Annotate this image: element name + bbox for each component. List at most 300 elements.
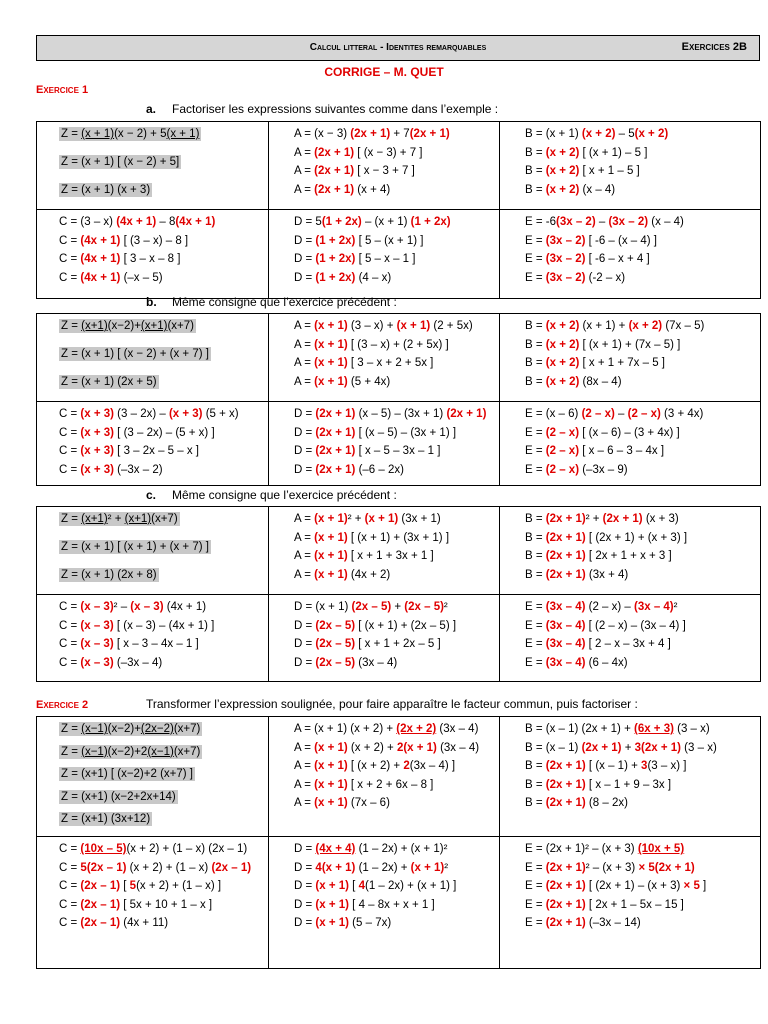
expression-text: (x – 5) – (3x + 1) <box>355 408 447 420</box>
common-factor: (x + 2) <box>545 165 580 177</box>
expression-text: E = <box>525 253 546 265</box>
expression-line <box>525 144 756 163</box>
cell <box>500 507 761 595</box>
expression-line <box>294 654 495 673</box>
common-factor: (2x + 1) <box>602 513 643 525</box>
common-factor: (2x + 1) <box>446 408 487 420</box>
expression-text: (3 – x) ] <box>647 760 687 772</box>
expression-text: (x+1) <box>81 320 108 332</box>
expression-text: B = (x – 1) <box>525 741 582 754</box>
expression-line <box>294 373 495 392</box>
expression-line <box>59 635 264 654</box>
expression-text: E = <box>525 463 546 476</box>
expression-text: (4x + 2) <box>347 568 391 581</box>
expression-text: (–3x – 2) <box>113 463 163 476</box>
expression-text: (4x + 1) <box>163 601 207 613</box>
expression-line <box>59 461 264 480</box>
expression-text: B = <box>525 146 546 159</box>
expression-text: [ (3 – 2x) – (5 + x) ] <box>113 426 215 439</box>
example-line <box>59 317 264 335</box>
example-highlight <box>59 790 178 804</box>
common-factor: (x + 3) <box>168 408 203 420</box>
exercise-1-label: Exercice 1 <box>36 84 89 96</box>
expression-line <box>294 232 495 251</box>
common-factor: (2x + 1) <box>545 861 586 874</box>
common-factor: (3x – 4) <box>545 619 586 632</box>
expression-line <box>59 654 264 673</box>
common-factor: (2x – 5) <box>351 601 392 613</box>
expression-text: E = (x – 6) <box>525 408 582 420</box>
expression-text: Z = (x + 1) [ (x + 1) + (x + 7) ] <box>61 541 209 553</box>
expression-line <box>59 250 264 269</box>
common-factor: (x + 2) <box>628 320 663 332</box>
expression-text: (x – 4) <box>648 216 684 228</box>
expression-line <box>525 336 756 355</box>
expression-text: A = <box>294 375 315 388</box>
expression-line <box>294 859 495 878</box>
expression-text: (x−2)+ <box>107 320 141 332</box>
expression-text: B = <box>525 568 546 581</box>
common-factor: (2x + 1) <box>545 778 586 791</box>
expression-text: E = <box>525 917 546 929</box>
expression-text: [ 5 – (x + 1) ] <box>355 234 424 247</box>
expression-text: E = (2x + 1)² – (x + 3) <box>525 843 638 855</box>
expression-text: C = <box>59 445 81 457</box>
expression-text: B = <box>525 338 546 351</box>
expression-line <box>294 720 495 739</box>
example-highlight <box>59 568 159 582</box>
expression-text: E = <box>525 898 546 911</box>
expression-text: Z = (x + 1) [ (x − 2) + (x + 7) ] <box>61 348 209 360</box>
expression-text: [ <box>120 880 130 892</box>
common-factor: (x + 1) <box>314 568 348 581</box>
part-letter: b. <box>146 295 157 309</box>
expression-text: (x + 2) + (1 – x) ] <box>136 880 222 892</box>
cell <box>500 717 761 837</box>
expression-text: [ (x – 6) – (3 + 4x) ] <box>579 426 680 439</box>
cell <box>269 507 500 595</box>
expression-text: B = <box>525 513 546 525</box>
expression-line <box>59 232 264 251</box>
example-highlight <box>59 183 152 197</box>
expression-text: A = <box>294 797 315 809</box>
expression-line <box>525 566 756 585</box>
common-factor: (x + 2) <box>581 128 616 140</box>
common-factor: (2x – 1) <box>80 898 121 911</box>
example-highlight <box>59 375 159 389</box>
expression-text: Z = <box>61 513 82 525</box>
common-factor: 4(x + 1) <box>315 861 356 874</box>
expression-text: (x + 2) + <box>347 741 397 754</box>
expression-text: (x + 4) <box>354 183 391 196</box>
expression-text: D = <box>294 898 316 911</box>
expression-line <box>525 232 756 251</box>
expression-text: [ x – 5 – 3x – 1 ] <box>355 445 441 457</box>
expression-line <box>294 635 495 654</box>
expression-text: C = <box>59 601 81 613</box>
expression-text: (x+1) <box>124 513 152 525</box>
expression-line <box>59 896 264 915</box>
common-factor: (2x – 5) <box>315 619 356 632</box>
expression-line <box>525 269 756 288</box>
instruction-text: Factoriser les expressions suivantes comme dans l’exemple : <box>172 102 499 116</box>
expression-text: B = <box>525 797 546 809</box>
expression-line <box>294 336 495 355</box>
expression-text: (x + 2) + (1 – x) <box>126 861 212 874</box>
example-line <box>59 566 264 584</box>
expression-text: C = <box>59 898 81 911</box>
expression-line <box>525 635 756 654</box>
expression-text: Z = <box>61 723 82 735</box>
expression-text: C = <box>59 408 81 420</box>
expression-text: B = (x – 1) (2x + 1) + <box>525 723 634 735</box>
expression-text: ² + <box>347 513 365 525</box>
common-factor: (x + 1) <box>314 550 348 562</box>
expression-text: (x−1) <box>81 723 108 735</box>
expression-text: Z = <box>61 320 82 332</box>
cell <box>269 402 500 486</box>
common-factor: (x + 1) <box>314 338 348 351</box>
expression-text: (x − 2) + 5 <box>114 128 167 140</box>
expression-text: ² <box>673 601 678 613</box>
common-factor: (x – 3) <box>80 601 114 613</box>
expression-text: [ 2 – x – 3x + 4 ] <box>585 638 671 650</box>
expression-text: (x−2)+ <box>107 723 141 735</box>
expression-text: (x−1) <box>81 745 108 758</box>
expression-text: [ (3 – x) + (2 + 5x) ] <box>347 338 449 351</box>
common-factor: (x + 1) <box>315 917 349 929</box>
common-factor: (3x – 2) <box>545 234 586 247</box>
expression-text: (x+7) <box>173 745 201 758</box>
expression-text: (x+7) <box>173 723 201 735</box>
expression-text: B = <box>525 165 546 177</box>
common-factor: (2 – x) <box>627 408 661 420</box>
common-factor: (2x + 2) <box>396 723 437 735</box>
expression-line <box>294 877 495 896</box>
expression-text: + <box>621 741 635 754</box>
example-line <box>59 181 264 199</box>
expression-text: ² – <box>113 601 131 613</box>
common-factor: (2 – x) <box>545 426 580 439</box>
expression-text: [ 5 – x – 1 ] <box>355 253 416 265</box>
expression-line <box>294 461 495 480</box>
expression-text: (x + 1) + <box>579 320 629 332</box>
expression-text: C = <box>59 656 81 669</box>
expression-text: A = <box>294 778 315 791</box>
common-factor: (x – 3) <box>80 656 114 669</box>
expression-text: (5 + x) <box>202 408 239 420</box>
expression-text: (3 – x) <box>680 741 717 754</box>
expression-text: [ -6 – (x – 4) ] <box>585 234 657 247</box>
header-title: Calcul litteral - Identites remarquables <box>309 42 487 53</box>
expression-text: Z = <box>61 745 82 758</box>
common-factor: (x + 3) <box>80 426 114 439</box>
expression-text: D = <box>294 843 316 855</box>
example-highlight <box>59 155 181 169</box>
common-factor: (3x – 4) <box>545 638 586 650</box>
example-highlight <box>59 540 211 554</box>
expression-text: (x+1) <box>140 320 168 332</box>
common-factor: (x – 3) <box>80 638 114 650</box>
expression-text: D = <box>294 880 316 892</box>
expression-text: ] <box>699 880 707 892</box>
expression-text: A = (x + 1) (x + 2) + <box>294 723 397 735</box>
expression-text: C = <box>59 917 81 929</box>
expression-text: (–3x – 9) <box>579 463 628 476</box>
expression-text: E = <box>525 601 546 613</box>
exercise-2-label: Exercice 2 <box>36 699 89 711</box>
expression-text: (1 – 2x) + <box>355 861 411 874</box>
common-factor: (2x – 5) <box>404 601 444 613</box>
expression-text: A = <box>294 320 315 332</box>
common-factor: (2x + 1) <box>314 165 355 177</box>
example-line <box>59 125 264 143</box>
common-factor: (2 – x) <box>581 408 615 420</box>
example-highlight <box>59 722 202 736</box>
expression-text: C = <box>59 234 81 247</box>
common-factor: (2x + 1) <box>545 513 586 525</box>
expression-text: A = <box>294 338 315 351</box>
expression-text: (x – 4) <box>579 183 616 196</box>
expression-text: Z = (x + 1) (2x + 5) <box>61 376 157 388</box>
expression-line <box>525 529 756 548</box>
expression-text: [ (x − 3) + 7 ] <box>354 146 423 159</box>
expression-text: Z = (x + 1) [ (x − 2) + 5] <box>61 156 180 168</box>
expression-text: A = <box>294 760 315 772</box>
expression-text: (8x – 4) <box>579 375 622 388</box>
expression-text: [ 3 – 2x – 5 – x ] <box>113 445 200 457</box>
expression-text: [ 3 – x + 2 + 5x ] <box>347 357 434 369</box>
common-factor: 2(x + 1) <box>396 741 437 754</box>
expression-text: D = <box>294 463 316 476</box>
cell <box>269 122 500 210</box>
expression-text: (x + 2) + (1 – x) (2x – 1) <box>126 843 248 855</box>
cell <box>37 210 269 299</box>
common-factor: (x + 1) <box>314 513 348 525</box>
expression-text: B = (x + 1) <box>525 128 582 140</box>
expression-line <box>294 794 495 813</box>
expression-text: ² <box>443 601 448 613</box>
common-factor: (x + 1) <box>314 797 348 809</box>
common-factor: (x + 2) <box>545 375 580 388</box>
expression-line <box>294 776 495 795</box>
expression-line <box>525 859 756 878</box>
expression-text: [ x – 6 – 3 – 4x ] <box>579 445 665 457</box>
expression-text: B = <box>525 531 546 544</box>
common-factor: (x + 3) <box>80 463 114 476</box>
cell <box>37 837 269 969</box>
expression-text: (x+7) <box>151 513 178 525</box>
expression-text: (2x−2) <box>140 723 174 735</box>
common-factor: (2x – 1) <box>211 861 252 874</box>
expression-text: E = <box>525 861 546 874</box>
expression-line <box>525 354 756 373</box>
expression-text: (-2 – x) <box>585 271 626 284</box>
expression-line <box>59 405 264 424</box>
instruction-1c <box>146 488 397 502</box>
expression-text: D = <box>294 656 316 669</box>
example-line <box>59 765 264 784</box>
expression-text: Z = <box>61 128 82 140</box>
cell <box>269 210 500 299</box>
expression-line <box>525 617 756 636</box>
expression-text: (–3x – 4) <box>113 656 163 669</box>
header-bar <box>36 35 760 61</box>
common-factor: (4x + 4) <box>315 843 356 855</box>
common-factor: (x + 2) <box>545 183 580 196</box>
cell <box>37 507 269 595</box>
expression-text: (4x + 11) <box>120 917 169 929</box>
common-factor: (x + 1) <box>410 861 445 874</box>
common-factor: (6x + 3) <box>633 723 674 735</box>
expression-text: A = <box>294 146 315 159</box>
cell <box>37 122 269 210</box>
expression-line <box>294 269 495 288</box>
expression-text: D = <box>294 445 316 457</box>
expression-text: B = <box>525 375 546 388</box>
common-factor: (2x – 1) <box>80 880 121 892</box>
expression-text: [ <box>348 880 359 892</box>
expression-line <box>59 442 264 461</box>
part-letter: c. <box>146 488 157 502</box>
example-line <box>59 153 264 171</box>
common-factor: (x + 1) <box>396 320 431 332</box>
common-factor: 3 <box>641 760 648 772</box>
expression-text: [ (x – 5) – (3x + 1) ] <box>355 426 457 439</box>
expression-line <box>294 162 495 181</box>
common-factor: (1 + 2x) <box>315 234 356 247</box>
expression-line <box>525 840 756 859</box>
expression-line <box>525 914 756 933</box>
expression-line <box>294 442 495 461</box>
common-factor: (3x – 4) <box>545 656 586 669</box>
expression-line <box>525 547 756 566</box>
common-factor: (2 – x) <box>545 445 580 457</box>
expression-line <box>294 125 495 144</box>
expression-text: (–6 – 2x) <box>355 463 404 476</box>
expression-text: [ 2x + 1 – 5x – 15 ] <box>585 898 684 911</box>
cell <box>500 314 761 402</box>
expression-line <box>294 250 495 269</box>
expression-line <box>294 354 495 373</box>
expression-line <box>294 840 495 859</box>
expression-text: Z = (x + 1) (2x + 8) <box>61 569 157 581</box>
expression-line <box>294 566 495 585</box>
common-factor: (3x – 2) <box>545 253 586 265</box>
expression-text: C = <box>59 426 81 439</box>
expression-text: E = <box>525 271 546 284</box>
expression-text: ² + <box>107 513 125 525</box>
example-line <box>59 720 264 739</box>
cell <box>37 402 269 486</box>
expression-text: (x + 1) <box>81 128 115 140</box>
expression-line <box>525 654 756 673</box>
common-factor: (x + 1) <box>314 375 348 388</box>
expression-text: (5 – 7x) <box>348 917 392 929</box>
expression-line <box>525 510 756 529</box>
common-factor: (2x + 1) <box>315 463 356 476</box>
expression-text: (1 – 2x) + (x + 1)² <box>355 843 448 855</box>
expression-line <box>525 776 756 795</box>
common-factor: (x + 2) <box>545 357 580 369</box>
expression-line <box>525 442 756 461</box>
expression-text: [ x − 3 + 7 ] <box>354 165 415 177</box>
expression-text: [ (2 – x) – (3x – 4) ] <box>585 619 686 632</box>
expression-text: – 8 <box>156 216 176 228</box>
common-factor: (2x – 5) <box>315 638 356 650</box>
common-factor: (x + 2) <box>634 128 669 140</box>
expression-line <box>525 405 756 424</box>
expression-text: (3x – 4) <box>355 656 398 669</box>
expression-text: C = (3 – x) <box>59 216 117 228</box>
expression-line <box>525 877 756 896</box>
expression-text: E = <box>525 426 546 439</box>
common-factor: (2x + 1) <box>545 568 586 581</box>
common-factor: (4x + 1) <box>175 216 216 228</box>
cell <box>269 837 500 969</box>
common-factor: (x + 1) <box>315 898 349 911</box>
expression-text: (3 + 4x) <box>660 408 704 420</box>
common-factor: (3x – 2) <box>545 271 586 284</box>
expression-line <box>59 877 264 896</box>
expression-text: (3 – x) <box>673 723 710 735</box>
common-factor: (2x + 1) <box>315 408 356 420</box>
common-factor: (2x + 1) <box>350 128 391 140</box>
common-factor: (2x + 1) <box>545 797 586 809</box>
expression-text: A = <box>294 531 315 544</box>
example-line <box>59 345 264 363</box>
expression-text: B = <box>525 778 546 791</box>
common-factor: (x + 1) <box>314 531 348 544</box>
expression-text: (3x – 4) <box>436 723 479 735</box>
common-factor: (2x – 1) <box>80 917 121 929</box>
expression-text: D = <box>294 271 316 284</box>
expression-text: Z = (x+1) (x−2+2x+14) <box>61 790 176 803</box>
expression-text: (2 – x) – <box>585 601 634 613</box>
example-highlight <box>59 745 202 759</box>
common-factor: (2x + 1) <box>545 880 586 892</box>
subtitle: CORRIGE – M. QUET <box>324 65 444 79</box>
expression-text: [ (x + 1) + (2x – 5) ] <box>355 619 457 632</box>
example-highlight <box>59 767 195 781</box>
cell <box>37 595 269 682</box>
common-factor: (2x + 1) <box>314 183 355 196</box>
common-factor: (2x + 1) <box>545 531 586 544</box>
expression-line <box>294 317 495 336</box>
expression-line <box>525 794 756 813</box>
expression-text: C = <box>59 843 81 855</box>
example-line <box>59 538 264 556</box>
expression-text: (1 – 2x) + (x + 1) ] <box>364 880 457 892</box>
expression-line <box>294 617 495 636</box>
expression-text: A = <box>294 165 315 177</box>
common-factor: (x + 2) <box>545 146 580 159</box>
example-line <box>59 373 264 391</box>
expression-text: [ (x + 1) + (3x + 1) ] <box>347 531 450 544</box>
expression-line <box>525 125 756 144</box>
instruction-1a <box>146 102 498 116</box>
expression-text: [ x + 1 + 2x – 5 ] <box>355 638 441 650</box>
expression-text: + <box>391 601 405 613</box>
common-factor: (x + 3) <box>80 408 114 420</box>
common-factor: 5(2x – 1) <box>80 861 127 874</box>
common-factor: (x + 2) <box>545 320 580 332</box>
common-factor: (4x + 1) <box>80 253 121 265</box>
expression-text: A = <box>294 183 315 196</box>
expression-text: [ x – 1 + 9 – 3x ] <box>585 778 672 791</box>
common-factor: (2x + 1) <box>545 550 586 562</box>
cell <box>500 122 761 210</box>
